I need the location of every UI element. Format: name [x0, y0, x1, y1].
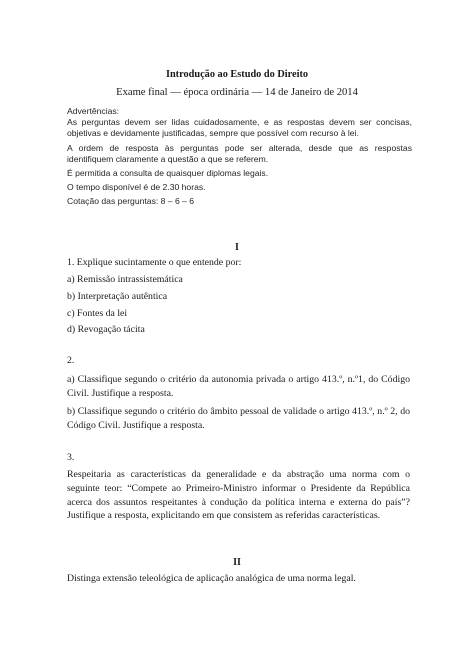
warning-paragraph-5: Cotação das perguntas: 8 – 6 – 6	[67, 196, 195, 206]
warning-paragraph-1: As perguntas devem ser lidas cuidadosamente, e as respostas devem ser concisas, objetivas e devidamente justificadas, sempre que possível com recurso à lei.	[67, 117, 412, 138]
question-2-item-a: a) Classifique segundo o critério da autonomia privada o artigo 413.º, n.º1, do Código Civil. Justifique a resposta.	[67, 374, 410, 399]
question-3-number: 3.	[67, 452, 75, 463]
question-1-item-c: c) Fontes da lei	[67, 308, 128, 319]
question-3-text: Respeitaria as características da generalidade e da abstração uma norma com o seguinte teor: “Compete ao Primeiro-Ministro informar o Presidente da República acerca dos assuntos respeitantes à condução da política interna e externa do país”? Justifique a resposta, explicitando em que consistem as referidas características.	[67, 469, 410, 522]
warning-paragraph-4: O tempo disponível é de 2.30 horas.	[67, 182, 206, 192]
question-1-item-a: a) Remissão intrassistemática	[67, 274, 183, 285]
document-subtitle: Exame final — época ordinária — 14 de Janeiro de 2014	[116, 87, 358, 98]
question-1-prompt: 1. Explique sucintamente o que entende por:	[67, 257, 242, 268]
warning-paragraph-2: A ordem de resposta às perguntas pode ser alterada, desde que as respostas identifiquem claramente a questão a que se referem.	[67, 143, 412, 164]
warnings-heading: Advertências:	[67, 106, 120, 116]
question-1-item-b: b) Interpretação autêntica	[67, 291, 168, 302]
section-heading-2: II	[233, 557, 241, 568]
question-2-item-b: b) Classifique segundo o critério do âmbito pessoal de validade o artigo 413.º, n.º 2, do Código Civil. Justifique a resposta.	[67, 406, 410, 431]
warning-paragraph-3: É permitida a consulta de quaisquer diplomas legais.	[67, 168, 269, 178]
question-1-item-d: d) Revogação tácita	[67, 324, 145, 335]
document-title: Introdução ao Estudo do Direito	[165, 69, 309, 80]
question-2-number: 2.	[67, 355, 75, 366]
section-2-question: Distinga extensão teleológica de aplicação analógica de uma norma legal.	[67, 573, 356, 584]
section-heading-1: I	[235, 242, 239, 253]
